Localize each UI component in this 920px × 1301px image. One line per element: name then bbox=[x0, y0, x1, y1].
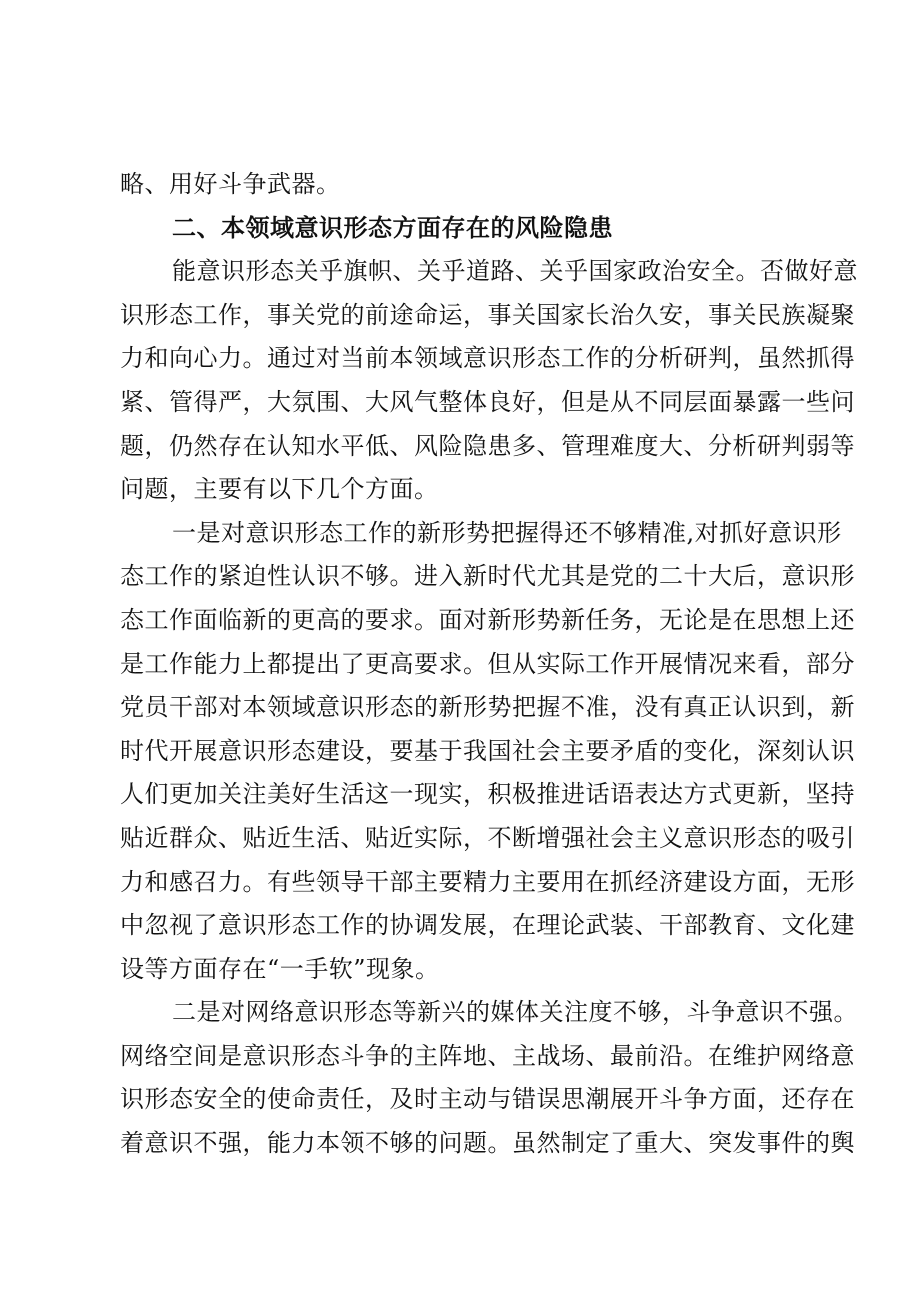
paragraph-line: 网络空间是意识形态斗争的主阵地、主战场、最前沿。在维护网络意 bbox=[120, 1041, 855, 1070]
paragraph-line: 贴近群众、贴近生活、贴近实际，不断增强社会主义意识形态的吸引 bbox=[120, 823, 855, 852]
document-page bbox=[120, 163, 858, 1166]
paragraph-line: 一是对意识形态工作的新形势把握得还不够精准,对抓好意识形 bbox=[172, 518, 842, 547]
paragraph-line: 问题，主要有以下几个方面。 bbox=[120, 475, 439, 504]
paragraph-line: 时代开展意识形态建设，要基于我国社会主要矛盾的变化，深刻认识 bbox=[120, 736, 855, 765]
paragraph-line: 能意识形态关乎旗帜、关乎道路、关乎国家政治安全。否做好意 bbox=[172, 257, 858, 286]
paragraph-line: 识形态安全的使命责任，及时主动与错误思潮展开斗争方面，还存在 bbox=[120, 1085, 855, 1114]
paragraph-line: 中忽视了意识形态工作的协调发展，在理论武装、干部教育、文化建 bbox=[120, 911, 855, 940]
paragraph-line: 力和感召力。有些领导干部主要精力主要用在抓经济建设方面，无形 bbox=[120, 867, 855, 896]
paragraph-line: 是工作能力上都提出了更高要求。但从实际工作开展情况来看，部分 bbox=[120, 649, 855, 678]
section-heading: 二、本领域意识形态方面存在的风险隐患 bbox=[172, 213, 613, 242]
paragraph-line: 态工作的紧迫性认识不够。进入新时代尤其是党的二十大后，意识形 bbox=[120, 562, 855, 591]
paragraph-line: 识形态工作，事关党的前途命运，事关国家长治久安，事关民族凝聚 bbox=[120, 300, 855, 329]
paragraph-line: 着意识不强，能力本领不够的问题。虽然制定了重大、突发事件的舆 bbox=[120, 1129, 855, 1158]
paragraph-line: 人们更加关注美好生活这一现实，积极推进话语表达方式更新，坚持 bbox=[120, 780, 855, 809]
paragraph-line: 紧、管得严，大氛围、大风气整体良好，但是从不同层面暴露一些问 bbox=[120, 387, 855, 416]
paragraph-line: 题，仍然存在认知水平低、风险隐患多、管理难度大、分析研判弱等 bbox=[120, 431, 855, 460]
paragraph-line: 力和向心力。通过对当前本领域意识形态工作的分析研判，虽然抓得 bbox=[120, 344, 855, 373]
paragraph-line: 二是对网络意识形态等新兴的媒体关注度不够，斗争意识不强。 bbox=[172, 998, 858, 1027]
paragraph-line: 态工作面临新的更高的要求。面对新形势新任务，无论是在思想上还 bbox=[120, 605, 855, 634]
paragraph-line: 党员干部对本领域意识形态的新形势把握不准，没有真正认识到，新 bbox=[120, 693, 855, 722]
paragraph-line: 设等方面存在“一手软”现象。 bbox=[120, 954, 440, 983]
paragraph-line: 略、用好斗争武器。 bbox=[120, 170, 341, 198]
